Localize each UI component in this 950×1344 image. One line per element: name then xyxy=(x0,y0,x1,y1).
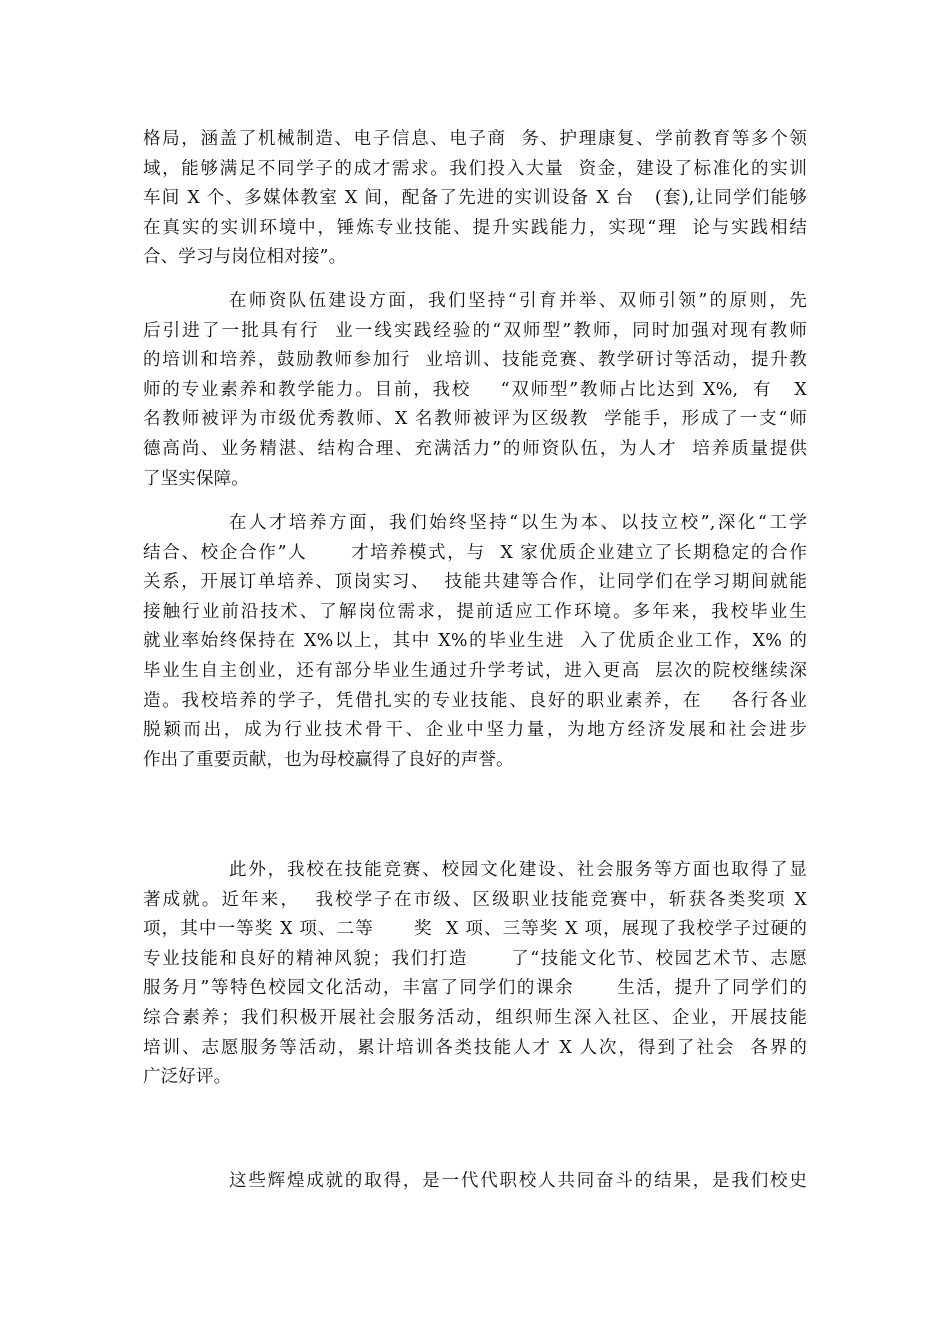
paragraph-faculty xyxy=(143,287,807,494)
text-line: 这些辉煌成就的取得，是一代代职校人共同奋斗的结果，是我们校史 xyxy=(229,1171,807,1191)
text-line: 广泛好评。 xyxy=(143,1067,232,1088)
text-line: 域，能够满足不同学子的成才需求。我们投入大量 资金，建设了标准化的实训 xyxy=(143,158,807,179)
text-line: 合、学习与岗位相对接”。 xyxy=(143,247,347,268)
text-line: 此外，我校在技能竞赛、校园文化建设、社会服务等方面也取得了显 xyxy=(229,860,807,880)
text-line: 接触行业前沿技术、了解岗位需求，提前适应工作环境。多年来，我校毕业生 xyxy=(143,601,807,622)
paragraph-conclusion xyxy=(143,1167,807,1197)
text-line: 德高尚、业务精湛、结构合理、充满活力”的师资队伍，为人才 培养质量提供 xyxy=(143,438,807,459)
text-line: 造。我校培养的学子，凭借扎实的专业技能、良好的职业素养，在 各行各业 xyxy=(143,690,807,711)
text-line: 项，其中一等奖 X 项、二等 奖 X 项、三等奖 X 项，展现了我校学子过硬的 xyxy=(143,919,807,940)
text-line: 结合、校企合作”人 才培养模式，与 X 家优质企业建立了长期稳定的合作 xyxy=(143,542,807,563)
paragraph-talent-training xyxy=(143,509,807,775)
text-line: 后引进了一批具有行 业一线实践经验的“双师型”教师，同时加强对现有教师 xyxy=(143,320,807,341)
text-line: 格局，涵盖了机械制造、电子信息、电子商 务、护理康复、学前教育等多个领 xyxy=(143,129,807,149)
text-line: 车间 X 个、多媒体教室 X 间，配备了先进的实训设备 X 台 (套),让同学们能够 xyxy=(143,188,807,209)
text-line: 综合素养；我们积极开展社会服务活动，组织师生深入社区、企业，开展技能 xyxy=(143,1007,807,1028)
text-line: 培训、志愿服务等活动，累计培训各类技能人才 X 人次，得到了社会 各界的 xyxy=(143,1037,807,1058)
text-line: 关系，开展订单培养、顶岗实习、 技能共建等合作，让同学们在学习期间就能 xyxy=(143,572,807,593)
text-line: 服务月”等特色校园文化活动，丰富了同学们的课余 生活，提升了同学们的 xyxy=(143,978,807,999)
text-line: 毕业生自主创业，还有部分毕业生通过升学考试，进入更高 层次的院校继续深 xyxy=(143,660,807,681)
paragraph-facilities xyxy=(143,125,807,273)
text-line: 名教师被评为市级优秀教师、X 名教师被评为区级教 学能手，形成了一支“师 xyxy=(143,409,807,430)
text-line: 在师资队伍建设方面，我们坚持“引育并举、双师引领”的原则，先 xyxy=(229,291,807,311)
text-line: 的培训和培养，鼓励教师参加行 业培训、技能竞赛、教学研讨等活动，提升教 xyxy=(143,350,807,371)
text-line: 专业技能和良好的精神风貌；我们打造 了“技能文化节、校园艺术节、志愿 xyxy=(143,948,807,969)
text-line: 了坚实保障。 xyxy=(143,468,249,489)
text-line: 在真实的实训环境中，锤炼专业技能、提升实践能力，实现“理 论与实践相结 xyxy=(143,217,807,238)
paragraph-achievements xyxy=(143,856,807,1093)
text-line: 脱颖而出，成为行业技术骨干、企业中坚力量，为地方经济发展和社会进步 xyxy=(143,720,807,741)
text-line: 就业率始终保持在 X%以上，其中 X%的毕业生进 入了优质企业工作，X% 的 xyxy=(143,631,807,652)
text-line: 在人才培养方面，我们始终坚持“以生为本、以技立校”,深化“工学 xyxy=(229,513,807,533)
text-line: 作出了重要贡献，也为母校赢得了良好的声誉。 xyxy=(143,749,514,770)
text-line: 著成就。近年来， 我校学子在市级、区级职业技能竞赛中，斩获各类奖项 X xyxy=(143,889,807,910)
text-line: 师的专业素养和教学能力。目前，我校 “双师型”教师占比达到 X%, 有 X xyxy=(143,379,807,400)
